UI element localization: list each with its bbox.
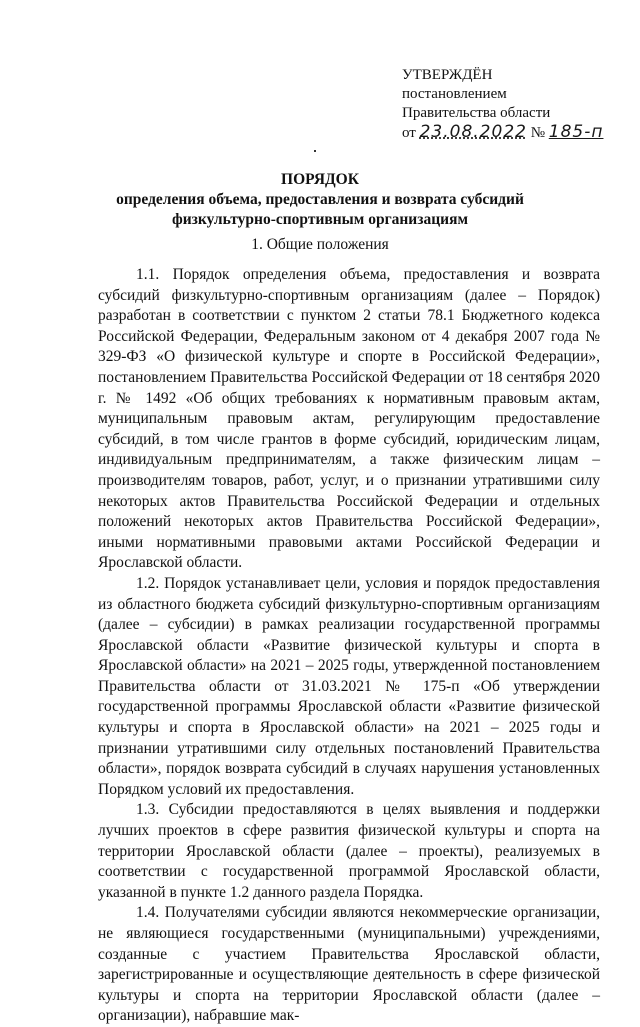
document-subtitle-line1: определения объема, предоставления и возврата субсидий xyxy=(116,191,524,208)
approval-date-row xyxy=(402,123,603,145)
approval-line-resolution: постановлением xyxy=(402,86,507,102)
document-subtitle-line2: физкультурно-спортивным организациям xyxy=(171,211,469,228)
number-prefix: № xyxy=(530,125,546,141)
paragraph-1-3: 1.3. Субсидии предоставляются в целях выявления и поддержки лучших проектов в сфере развития физической культуры и спорта на территории Ярославской области (далее – проекты), реализуемых в соответствии с государственной программой Ярославской области, указанной в пункте 1.2 данного раздела Порядка. xyxy=(98,801,600,901)
scan-dot xyxy=(314,150,316,152)
paragraph-1-1: 1.1. Порядок определения объема, предоставления и возврата субсидий физкультурно-спортивным организациям (далее – Порядок) разработан в соответствии с пунктом 2 статьи 78.1 Бюджетного кодекса Российской Федерации, Федеральным законом от 4 декабря 2007 года № 329-ФЗ «О физической культуре и спорте в Российской Федерации», постановлением Правительства Российской Федерации от 18 сентября 2020 г. № 1492 «Об общих требованиях к нормативным правовым актам, муниципальным правовым актам, регулирующим предоставление субсидий, в том числе грантов в форме субсидий, юридическим лицам, индивидуальным предпринимателям, а также физическим лицам – производителям товаров, работ, услуг, и о признании утратившими силу некоторых актов Правительства Российской Федерации и отдельных положений некоторых актов Правительства Российской Федерации», иными нормативными правовыми актами Российской Федерации и Ярославской области. xyxy=(98,266,600,572)
handwritten-date: 23.08.2022 xyxy=(419,122,527,142)
approval-line-government: Правительства области xyxy=(402,105,551,121)
document-body xyxy=(98,265,600,1027)
document-title: ПОРЯДОК xyxy=(281,171,359,188)
approval-title: УТВЕРЖДЁН xyxy=(402,67,493,83)
paragraph-1-2: 1.2. Порядок устанавливает цели, условия и порядок предоставления из областного бюджета субсидий физкультурно-спортивным организациям (далее – субсидии) в рамках реализации государственной программы Ярославской области «Развитие физической культуры и спорта в Ярославской области» на 2021 – 2025 годы, утвержденной постановлением Правительства области от 31.03.2021 № 175-п «Об утверждении государственной программы Ярославской области «Развитие физической культуры и спорта в Ярославской области» на 2021 – 2025 годы и признании утратившими силу отдельных постановлений Правительства области», порядок возврата субсидий в случаях нарушения установленных Порядком условий их предоставления. xyxy=(98,574,600,798)
paragraph-1-4: 1.4. Получателями субсидии являются некоммерческие организации, не являющиеся государственными (муниципальными) учреждениями, созданные с участием Правительства Ярославской области, зарегистрированные и осуществляющие деятельность в сфере физической культуры и спорта на территории Ярославской области (далее – организации), набравшие мак- xyxy=(98,904,600,1025)
from-prefix: от xyxy=(402,125,416,141)
approval-stamp xyxy=(402,66,603,145)
handwritten-number: 185-п xyxy=(548,122,604,142)
section-heading: 1. Общие положения xyxy=(251,236,389,253)
